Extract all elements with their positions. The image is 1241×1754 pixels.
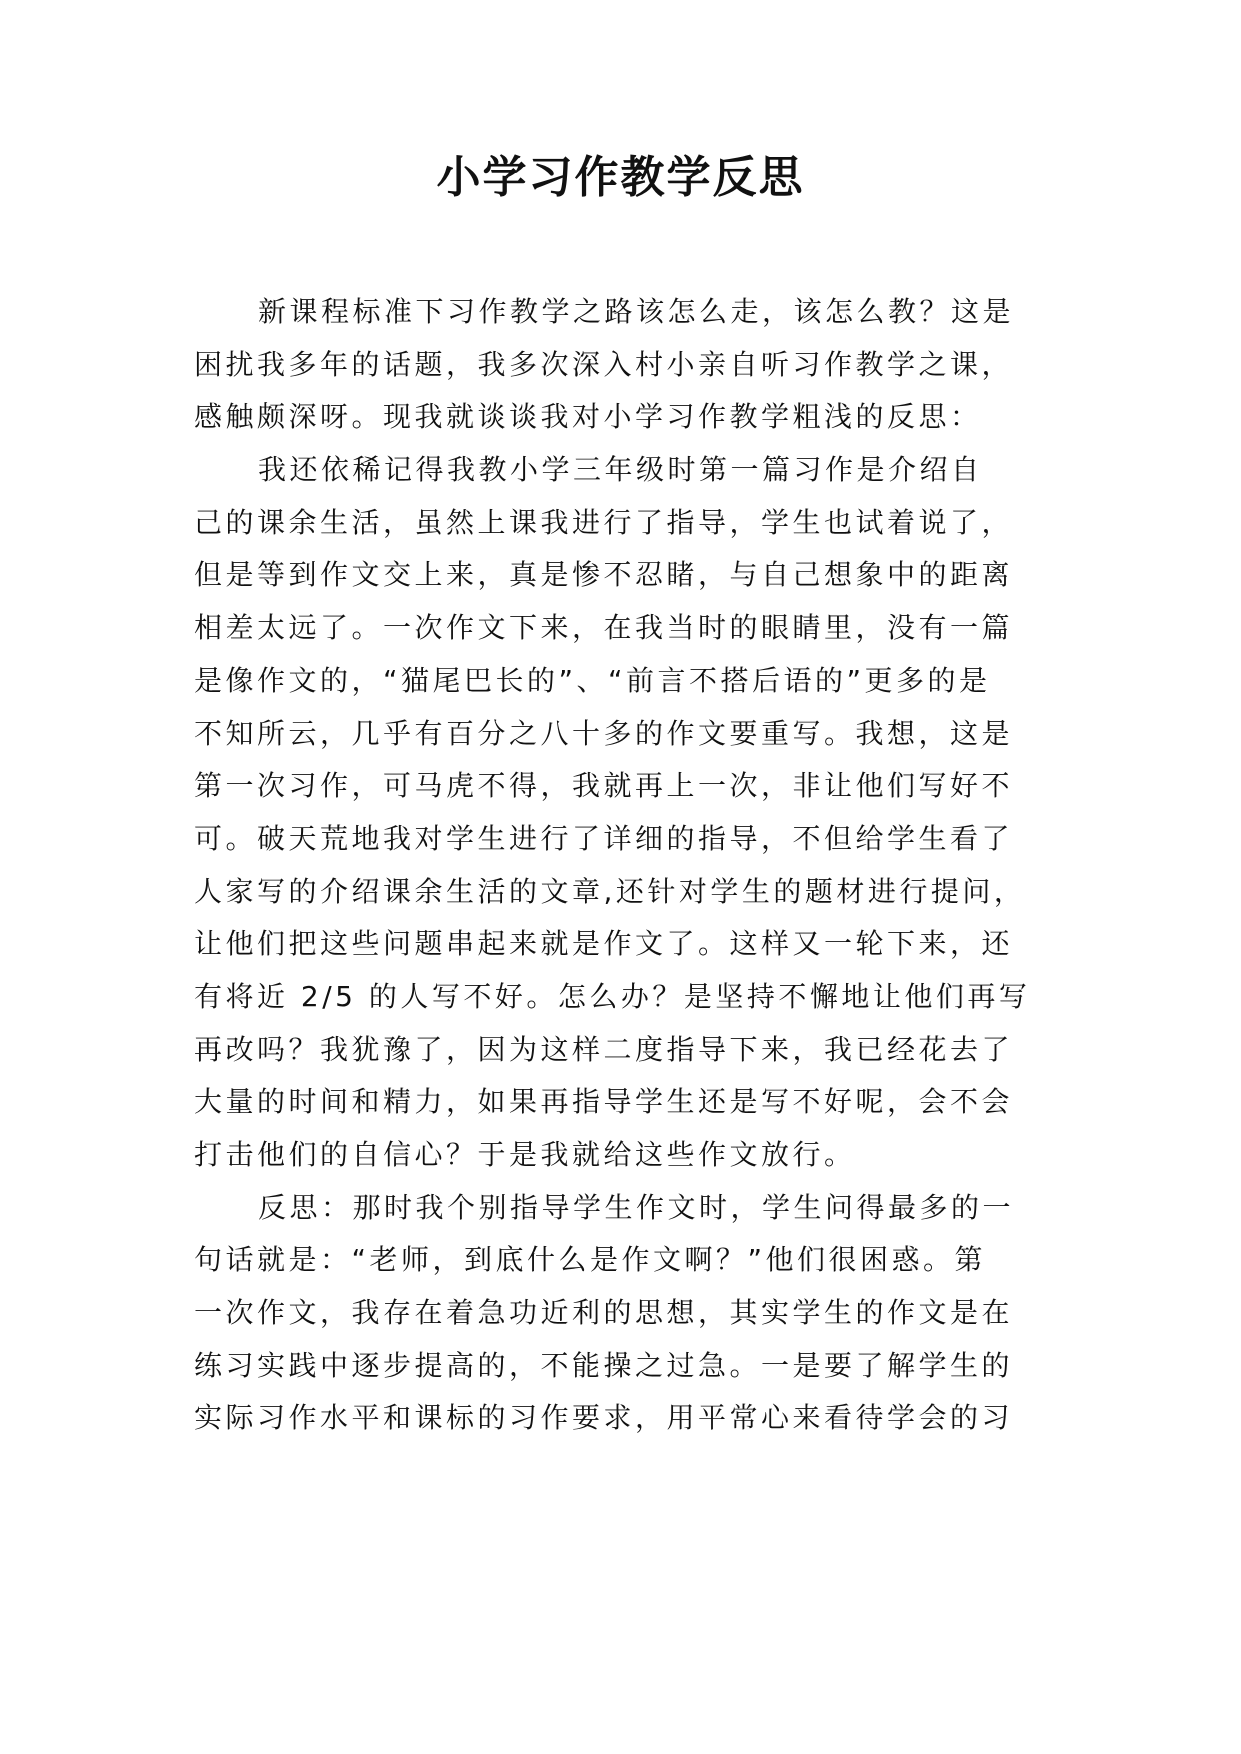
text-line: 己的课余生活，虽然上课我进行了指导，学生也试着说了， [194, 505, 1014, 539]
text-line: 感触颇深呀。现我就谈谈我对小学习作教学粗浅的反思： [194, 400, 982, 434]
paragraph-intro [194, 286, 1046, 444]
text-line: 第一次习作，可马虎不得，我就再上一次，非让他们写好不 [194, 769, 1014, 803]
text-line: 不知所云，几乎有百分之八十多的作文要重写。我想，这是 [194, 716, 1014, 750]
text-line: 练习实践中逐步提高的，不能操之过急。一是要了解学生的 [194, 1348, 1014, 1382]
text-line: 是像作文的，“猫尾巴长的”、“前言不搭后语的”更多的是 [194, 663, 991, 697]
text-line: 但是等到作文交上来，真是惨不忍睹，与自己想象中的距离 [194, 558, 1014, 592]
paragraph-recollection [194, 444, 1046, 1182]
text-line: 新课程标准下习作教学之路该怎么走，该怎么教？这是 [258, 295, 1015, 328]
text-line: 让他们把这些问题串起来就是作文了。这样又一轮下来，还 [194, 927, 1014, 961]
text-line: 再改吗？我犹豫了，因为这样二度指导下来，我已经花去了 [194, 1032, 1014, 1066]
text-line: 有将近 2/5 的人写不好。怎么办？是坚持不懈地让他们再写 [194, 979, 1031, 1013]
text-line: 大量的时间和精力，如果再指导学生还是写不好呢，会不会 [194, 1085, 1014, 1119]
text-line: 困扰我多年的话题，我多次深入村小亲自听习作教学之课， [194, 347, 1014, 381]
text-line: 打击他们的自信心？于是我就给这些作文放行。 [194, 1138, 856, 1171]
paragraph-reflection [194, 1182, 1046, 1445]
text-line: 我还依稀记得我教小学三年级时第一篇习作是介绍自 [258, 453, 983, 487]
text-line: 相差太远了。一次作文下来，在我当时的眼睛里，没有一篇 [194, 611, 1014, 645]
document-title: 小学习作教学反思 [436, 152, 805, 203]
text-line: 反思：那时我个别指导学生作文时，学生问得最多的一 [258, 1190, 1015, 1224]
text-line: 句话就是：“老师，到底什么是作文啊？”他们很困惑。第 [194, 1243, 987, 1277]
document-body [194, 286, 1046, 1445]
text-line: 一次作文，我存在着急功近利的思想，其实学生的作文是在 [194, 1296, 1014, 1330]
text-line: 人家写的介绍课余生活的文章,还针对学生的题材进行提问， [194, 874, 1026, 908]
text-line: 实际习作水平和课标的习作要求，用平常心来看待学会的习 [194, 1401, 1014, 1435]
text-line: 可。破天荒地我对学生进行了详细的指导，不但给学生看了 [194, 821, 1014, 855]
